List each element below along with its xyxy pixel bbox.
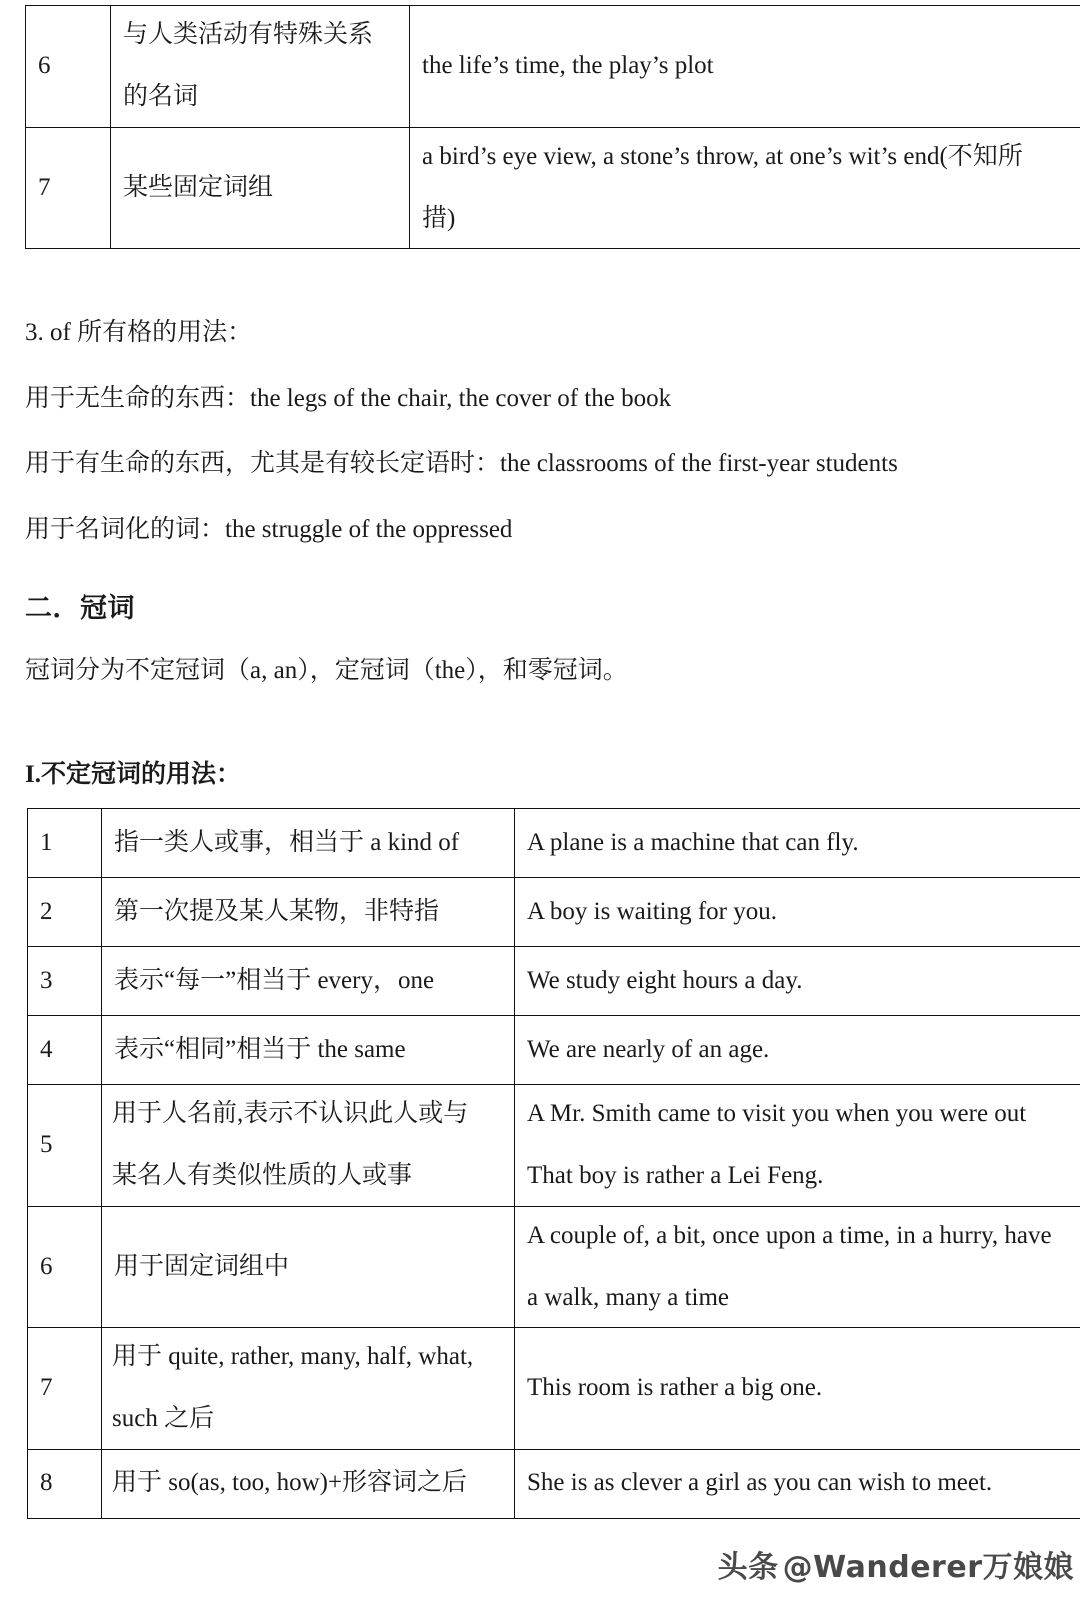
usage-line: 用于 quite, rather, many, half, what, xyxy=(112,1343,474,1370)
genitive-usage-table xyxy=(25,5,1080,249)
example-cell xyxy=(515,878,1080,947)
indefinite-article-usage-table xyxy=(27,808,1080,1519)
table-row xyxy=(28,1206,1080,1328)
usage-cell xyxy=(102,1328,515,1450)
example-line: A Mr. Smith came to visit you when you were out xyxy=(527,1100,1027,1127)
row-number-cell: 6 xyxy=(28,1206,102,1328)
of-genitive-line: 用于有生命的东西，尤其是有较长定语时：the classrooms of the first-year students xyxy=(25,450,898,477)
of-genitive-line: 用于无生命的东西：the legs of the chair, the cover of the book xyxy=(25,384,672,412)
usage-line: 某名人有类似性质的人或事 xyxy=(112,1162,413,1190)
table-row xyxy=(26,6,1080,128)
example-line: the life’s time, the play’s plot xyxy=(422,52,714,80)
example-cell xyxy=(410,6,1080,128)
row-number-cell: 1 xyxy=(28,809,102,878)
usage-line: 某些固定词组 xyxy=(123,173,274,201)
table-row xyxy=(28,1085,1080,1207)
example-cell xyxy=(515,809,1080,878)
usage-line: 指一类人或事，相当于 a kind of xyxy=(114,828,460,856)
example-line: This room is rather a big one. xyxy=(527,1374,823,1402)
section-heading: 二．冠词 xyxy=(25,593,135,623)
row-number-cell: 6 xyxy=(26,6,111,128)
usage-cell xyxy=(102,947,515,1016)
usage-line: 用于 so(as, too, how)+形容词之后 xyxy=(112,1469,468,1497)
table-row xyxy=(26,127,1080,249)
row-number-cell: 5 xyxy=(28,1085,102,1207)
of-genitive-block xyxy=(25,305,1035,567)
usage-line: such 之后 xyxy=(112,1405,215,1433)
table-row xyxy=(28,1016,1080,1085)
usage-cell xyxy=(111,6,410,128)
row-number-cell: 7 xyxy=(28,1328,102,1450)
table-row xyxy=(28,1449,1080,1518)
of-genitive-line: 用于名词化的词：the struggle of the oppressed xyxy=(25,515,513,543)
example-line: a bird’s eye view, a stone’s throw, at one’s wit’s end(不知所 xyxy=(422,142,1023,170)
row-number-cell: 2 xyxy=(28,878,102,947)
example-cell xyxy=(515,1328,1080,1450)
usage-line: 的名词 xyxy=(123,83,199,111)
example-line: That boy is rather a Lei Feng. xyxy=(527,1162,824,1190)
usage-cell xyxy=(102,1016,515,1085)
usage-cell xyxy=(102,809,515,878)
example-line: a walk, many a time xyxy=(527,1283,730,1311)
row-number-cell: 3 xyxy=(28,947,102,1016)
usage-line: 用于人名前,表示不认识此人或与 xyxy=(112,1100,469,1127)
section-intro: 冠词分为不定冠词（a, an），定冠词（the），和零冠词。 xyxy=(25,656,628,684)
row-number-cell: 7 xyxy=(26,127,111,249)
usage-cell xyxy=(102,878,515,947)
table-row xyxy=(28,809,1080,878)
example-line: A plane is a machine that can fly. xyxy=(527,828,859,856)
watermark-handle: @Wanderer万娘娘 xyxy=(782,1550,1074,1585)
usage-line: 表示“相同”相当于 the same xyxy=(114,1035,406,1063)
example-line: She is as clever a girl as you can wish to meet. xyxy=(527,1469,993,1497)
example-line: A couple of, a bit, once upon a time, in a hurry, have xyxy=(527,1221,1052,1249)
usage-line: 与人类活动有特殊关系 xyxy=(123,21,374,48)
example-cell xyxy=(515,1449,1080,1518)
subsection-heading: I.不定冠词的用法： xyxy=(25,761,241,788)
watermark xyxy=(718,1542,1074,1586)
usage-line: 表示“每一”相当于 every，one xyxy=(114,966,435,994)
row-number-cell: 4 xyxy=(28,1016,102,1085)
example-line: We are nearly of an age. xyxy=(527,1035,770,1063)
example-cell xyxy=(515,1206,1080,1328)
example-cell xyxy=(515,947,1080,1016)
of-genitive-title: 3. of 所有格的用法： xyxy=(25,319,253,346)
row-number-cell: 8 xyxy=(28,1449,102,1518)
example-cell xyxy=(410,127,1080,249)
usage-cell xyxy=(111,127,410,249)
articles-section-header xyxy=(25,588,1035,698)
example-cell xyxy=(515,1016,1080,1085)
table-row xyxy=(28,1328,1080,1450)
example-line: A boy is waiting for you. xyxy=(527,897,777,925)
usage-cell xyxy=(102,1085,515,1207)
example-cell xyxy=(515,1085,1080,1207)
usage-cell xyxy=(102,1449,515,1518)
usage-cell xyxy=(102,1206,515,1328)
example-line: 措) xyxy=(422,204,456,232)
example-line: We study eight hours a day. xyxy=(527,966,803,994)
watermark-platform: 头条 xyxy=(717,1550,779,1585)
usage-line: 第一次提及某人某物，非特指 xyxy=(114,897,440,925)
usage-line: 用于固定词组中 xyxy=(114,1252,290,1280)
table-row xyxy=(28,878,1080,947)
table-row xyxy=(28,947,1080,1016)
